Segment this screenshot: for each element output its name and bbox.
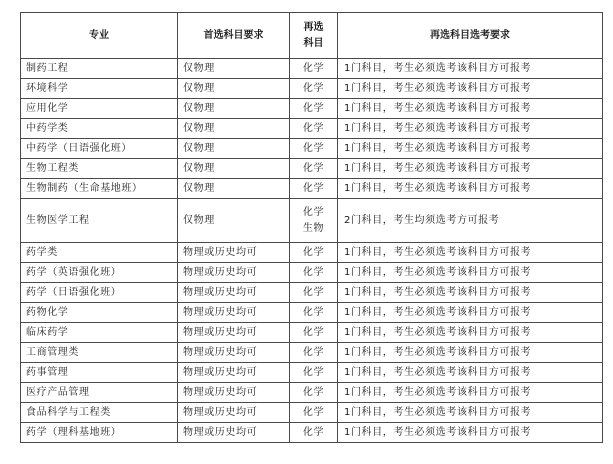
table-row (21, 179, 603, 199)
cell-first-subject: 仅物理 (178, 199, 290, 243)
cell-major: 药物化学 (21, 303, 178, 323)
cell-second-subject (290, 139, 338, 159)
second-subject-item: 化学 (302, 386, 325, 398)
cell-major: 应用化学 (21, 99, 178, 119)
cell-major: 环境科学 (21, 79, 178, 99)
second-subject-stack (303, 305, 324, 321)
cell-second-requirement: 1门科目，考生必须选考该科目方可报考 (338, 99, 603, 119)
header-second-subject-line2: 科目 (303, 37, 324, 49)
second-subject-item: 化学 (302, 206, 325, 218)
cell-major: 中药学（日语强化班） (21, 139, 178, 159)
table-row (21, 303, 603, 323)
cell-major: 临床药学 (21, 323, 178, 343)
cell-second-requirement: 1门科目，考生必须选考该科目方可报考 (338, 403, 603, 423)
header-second-subject-line1: 再选 (303, 21, 324, 33)
cell-major: 生物医学工程 (21, 199, 178, 243)
cell-second-subject (290, 383, 338, 403)
table-row (21, 59, 603, 79)
cell-second-subject (290, 59, 338, 79)
table-row (21, 383, 603, 403)
second-subject-stack (303, 81, 324, 97)
cell-second-requirement: 1门科目，考生必须选考该科目方可报考 (338, 119, 603, 139)
cell-first-subject: 物理或历史均可 (178, 363, 290, 383)
header-first-subject: 首选科目要求 (178, 13, 290, 59)
table-row (21, 343, 603, 363)
header-second-subject (290, 13, 338, 59)
second-subject-item: 化学 (302, 406, 325, 418)
cell-major: 生物制药（生命基地班） (21, 179, 178, 199)
table-row (21, 263, 603, 283)
cell-second-subject (290, 119, 338, 139)
second-subject-item: 化学 (302, 182, 325, 194)
cell-second-requirement: 1门科目，考生必须选考该科目方可报考 (338, 179, 603, 199)
cell-first-subject: 仅物理 (178, 99, 290, 119)
cell-first-subject: 物理或历史均可 (178, 243, 290, 263)
cell-second-subject (290, 199, 338, 243)
cell-second-requirement: 1门科目，考生必须选考该科目方可报考 (338, 283, 603, 303)
cell-first-subject: 仅物理 (178, 59, 290, 79)
cell-major: 工商管理类 (21, 343, 178, 363)
cell-major: 药学类 (21, 243, 178, 263)
table-row (21, 423, 603, 443)
second-subject-item: 化学 (302, 62, 325, 74)
table-row (21, 363, 603, 383)
cell-second-subject (290, 403, 338, 423)
second-subject-stack (303, 61, 324, 77)
cell-second-subject (290, 323, 338, 343)
cell-second-subject (290, 263, 338, 283)
cell-major: 食品科学与工程类 (21, 403, 178, 423)
second-subject-item: 化学 (302, 346, 325, 358)
cell-first-subject: 物理或历史均可 (178, 383, 290, 403)
header-major: 专业 (21, 13, 178, 59)
cell-second-requirement: 1门科目，考生必须选考该科目方可报考 (338, 303, 603, 323)
table-row (21, 199, 603, 243)
cell-major: 中药学类 (21, 119, 178, 139)
cell-second-requirement: 1门科目，考生必须选考该科目方可报考 (338, 383, 603, 403)
cell-second-subject (290, 363, 338, 383)
cell-first-subject: 物理或历史均可 (178, 263, 290, 283)
table-row (21, 323, 603, 343)
cell-second-requirement: 1门科目，考生必须选考该科目方可报考 (338, 139, 603, 159)
second-subject-item: 化学 (302, 122, 325, 134)
table-row (21, 403, 603, 423)
cell-second-subject (290, 159, 338, 179)
second-subject-stack (303, 365, 324, 381)
second-subject-stack (303, 181, 324, 197)
cell-first-subject: 物理或历史均可 (178, 343, 290, 363)
second-subject-stack (303, 205, 324, 237)
cell-major: 医疗产品管理 (21, 383, 178, 403)
cell-first-subject: 物理或历史均可 (178, 423, 290, 443)
second-subject-stack (303, 345, 324, 361)
cell-second-requirement: 1门科目，考生必须选考该科目方可报考 (338, 243, 603, 263)
cell-first-subject: 物理或历史均可 (178, 303, 290, 323)
cell-second-subject (290, 343, 338, 363)
cell-first-subject: 物理或历史均可 (178, 283, 290, 303)
second-subject-stack (303, 245, 324, 261)
second-subject-stack (303, 405, 324, 421)
second-subject-item: 化学 (302, 142, 325, 154)
second-subject-item: 化学 (302, 102, 325, 114)
second-subject-stack (303, 101, 324, 117)
second-subject-item: 化学 (302, 306, 325, 318)
cell-first-subject: 仅物理 (178, 139, 290, 159)
second-subject-stack (303, 265, 324, 281)
second-subject-item: 化学 (302, 162, 325, 174)
second-subject-item: 化学 (302, 366, 325, 378)
second-subject-stack (303, 285, 324, 301)
header-second-requirement: 再选科目选考要求 (338, 13, 603, 59)
table-body (21, 59, 603, 443)
table-row (21, 99, 603, 119)
table-header (21, 13, 603, 59)
cell-second-requirement: 1门科目，考生必须选考该科目方可报考 (338, 59, 603, 79)
second-subject-stack (303, 141, 324, 157)
second-subject-item: 化学 (302, 266, 325, 278)
cell-major: 制药工程 (21, 59, 178, 79)
cell-major: 药学（英语强化班） (21, 263, 178, 283)
table-row (21, 283, 603, 303)
cell-second-requirement: 1门科目，考生必须选考该科目方可报考 (338, 263, 603, 283)
cell-first-subject: 物理或历史均可 (178, 323, 290, 343)
cell-second-subject (290, 283, 338, 303)
second-subject-item: 生物 (302, 222, 325, 234)
second-subject-stack (303, 325, 324, 341)
cell-first-subject: 仅物理 (178, 179, 290, 199)
cell-major: 药事管理 (21, 363, 178, 383)
cell-first-subject: 仅物理 (178, 79, 290, 99)
header-row (21, 13, 603, 59)
cell-second-subject (290, 79, 338, 99)
second-subject-item: 化学 (302, 426, 325, 438)
table-row (21, 119, 603, 139)
second-subject-stack (303, 385, 324, 401)
second-subject-item: 化学 (302, 286, 325, 298)
cell-second-subject (290, 303, 338, 323)
table-row (21, 243, 603, 263)
cell-major: 药学（日语强化班） (21, 283, 178, 303)
second-subject-item: 化学 (302, 82, 325, 94)
cell-second-requirement: 1门科目，考生必须选考该科目方可报考 (338, 363, 603, 383)
second-subject-item: 化学 (302, 246, 325, 258)
cell-second-requirement: 1门科目，考生必须选考该科目方可报考 (338, 79, 603, 99)
cell-second-requirement: 1门科目，考生必须选考该科目方可报考 (338, 343, 603, 363)
cell-major: 生物工程类 (21, 159, 178, 179)
cell-major: 药学（理科基地班） (21, 423, 178, 443)
cell-second-requirement: 1门科目，考生必须选考该科目方可报考 (338, 423, 603, 443)
cell-second-subject (290, 423, 338, 443)
cell-second-subject (290, 99, 338, 119)
table-row (21, 139, 603, 159)
second-subject-stack (303, 161, 324, 177)
cell-first-subject: 仅物理 (178, 159, 290, 179)
cell-first-subject: 物理或历史均可 (178, 403, 290, 423)
cell-second-subject (290, 179, 338, 199)
cell-second-requirement: 1门科目，考生必须选考该科目方可报考 (338, 159, 603, 179)
second-subject-stack (303, 425, 324, 441)
cell-second-subject (290, 243, 338, 263)
cell-first-subject: 仅物理 (178, 119, 290, 139)
cell-second-requirement: 1门科目，考生必须选考该科目方可报考 (338, 323, 603, 343)
subject-requirements-table (20, 12, 603, 443)
second-subject-item: 化学 (302, 326, 325, 338)
cell-second-requirement: 2门科目，考生均须选考方可报考 (338, 199, 603, 243)
second-subject-stack (303, 121, 324, 137)
table-row (21, 79, 603, 99)
table-row (21, 159, 603, 179)
